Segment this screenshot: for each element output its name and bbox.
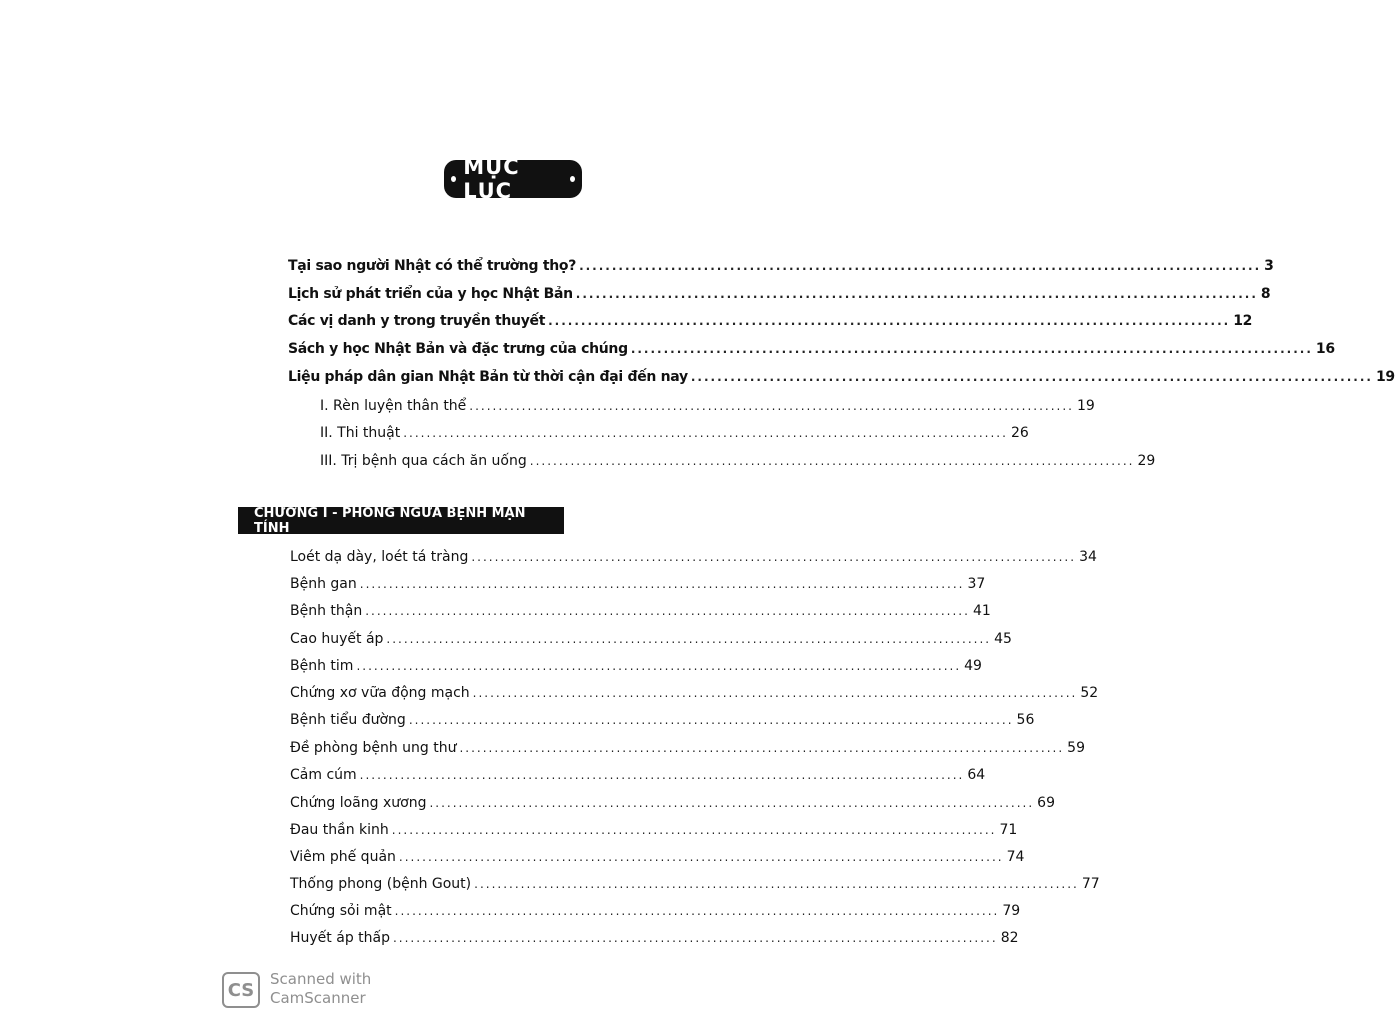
toc-entry-page: 64 <box>967 767 986 783</box>
dot-leader: ........................................................................................................ <box>392 931 998 945</box>
dot-leader: ........................................................................................................ <box>394 904 1000 918</box>
chapter-entry <box>290 930 1019 946</box>
chapter-entry <box>290 549 1097 565</box>
dot-leader: ........................................................................................................ <box>359 768 965 782</box>
toc-entry-page: 45 <box>994 631 1012 647</box>
toc-entry-page: 29 <box>1137 453 1156 469</box>
toc-entry-label: Loét dạ dày, loét tá tràng <box>290 549 469 565</box>
dot-leader: ........................................................................................................ <box>529 454 1135 468</box>
dot-leader: ........................................................................................................ <box>386 632 992 646</box>
dot-leader: ........................................................................................................ <box>472 686 1078 700</box>
dot-leader: ........................................................................................................ <box>365 604 970 618</box>
dot-leader: ........................................................................................................ <box>403 426 1008 440</box>
toc-entry <box>288 286 1271 302</box>
toc-entry-page: 49 <box>964 658 982 674</box>
toc-entry-page: 3 <box>1264 258 1274 274</box>
toc-entry <box>288 341 1335 357</box>
toc-title-badge <box>444 155 582 203</box>
bullet-dot-icon <box>570 176 575 182</box>
chapter-entry <box>290 631 1012 647</box>
bullet-dot-icon <box>451 176 456 182</box>
toc-title: MỤC LỤC <box>463 155 520 203</box>
camscanner-watermark <box>270 970 371 1008</box>
chapter-header: CHƯƠNG I - PHÒNG NGỪA BỆNH MẠN TÍNH <box>238 507 564 534</box>
toc-entry-page: 37 <box>967 576 986 592</box>
toc-entry <box>288 369 1395 385</box>
toc-subentry <box>320 453 1156 469</box>
chapter-entry <box>290 767 986 783</box>
dot-leader: ........................................................................................................ <box>459 741 1065 755</box>
toc-entry-label: Thống phong (bệnh Gout) <box>290 876 472 892</box>
chapter-entry <box>290 603 991 619</box>
chapter-entry <box>290 795 1055 811</box>
dot-leader: ........................................................................................................ <box>548 314 1231 328</box>
toc-entry-page: 19 <box>1375 369 1395 385</box>
chapter-entry <box>290 903 1021 919</box>
chapter-entry <box>290 712 1035 728</box>
dot-leader: ........................................................................................................ <box>429 796 1035 810</box>
dot-leader: ........................................................................................................ <box>575 287 1258 301</box>
toc-entry-label: Bệnh tiểu đường <box>290 712 406 728</box>
dot-leader: ........................................................................................................ <box>356 659 962 673</box>
chapter-entry <box>290 576 986 592</box>
chapter-entry <box>290 876 1100 892</box>
toc-entry-label: Liệu pháp dân gian Nhật Bản từ thời cận đại đến nay <box>288 369 688 385</box>
toc-entry-label: Cảm cúm <box>290 767 357 783</box>
dot-leader: ........................................................................................................ <box>398 850 1004 864</box>
toc-entry-page: 26 <box>1010 425 1029 441</box>
chapter-entry <box>290 740 1085 756</box>
toc-subentry <box>320 398 1095 414</box>
dot-leader: ........................................................................................................ <box>408 713 1014 727</box>
toc-entry-page: 77 <box>1081 876 1100 892</box>
toc-subentry <box>320 425 1029 441</box>
toc-entry-page: 8 <box>1260 286 1271 302</box>
toc-entry-page: 69 <box>1037 795 1055 811</box>
toc-entry-page: 16 <box>1315 341 1335 357</box>
toc-entry-label: Huyết áp thấp <box>290 930 390 946</box>
toc-entry-page: 82 <box>1000 930 1019 946</box>
chapter-entry <box>290 685 1099 701</box>
toc-entry-label: III. Trị bệnh qua cách ăn uống <box>320 453 527 469</box>
toc-entry-label: Viêm phế quản <box>290 849 396 865</box>
toc-entry-label: Đau thần kinh <box>290 822 389 838</box>
toc-entry-label: Sách y học Nhật Bản và đặc trưng của chúng <box>288 341 628 357</box>
toc-entry-label: Bệnh gan <box>290 576 357 592</box>
toc-entry-page: 71 <box>999 822 1018 838</box>
toc-entry-page: 34 <box>1079 549 1097 565</box>
toc-entry-label: Tại sao người Nhật có thể trường thọ? <box>288 258 577 274</box>
toc-entry-label: Bệnh thận <box>290 603 363 619</box>
chapter-entry <box>290 849 1025 865</box>
toc-entry-label: I. Rèn luyện thân thể <box>320 398 467 414</box>
toc-entry-page: 41 <box>972 603 991 619</box>
toc-entry-label: II. Thi thuật <box>320 425 401 441</box>
dot-leader: ........................................................................................................ <box>579 259 1262 273</box>
toc-entry <box>288 313 1253 329</box>
toc-entry-label: Chứng xơ vữa động mạch <box>290 685 470 701</box>
toc-entry-page: 19 <box>1077 398 1095 414</box>
toc-entry-label: Chứng loãng xương <box>290 795 427 811</box>
toc-entry-page: 59 <box>1067 740 1085 756</box>
chapter-entry <box>290 658 982 674</box>
dot-leader: ........................................................................................................ <box>690 370 1373 384</box>
toc-entry-label: Đề phòng bệnh ung thư <box>290 740 457 756</box>
toc-entry-page: 56 <box>1016 712 1035 728</box>
toc-entry-page: 74 <box>1006 849 1025 865</box>
toc-entry-page: 12 <box>1233 313 1253 329</box>
toc-entry-label: Cao huyết áp <box>290 631 384 647</box>
toc-entry-label: Chứng sỏi mật <box>290 903 392 919</box>
dot-leader: ........................................................................................................ <box>630 342 1313 356</box>
dot-leader: ........................................................................................................ <box>471 550 1077 564</box>
toc-entry-label: Lịch sử phát triển của y học Nhật Bản <box>288 286 573 302</box>
toc-entry-label: Bệnh tim <box>290 658 354 674</box>
toc-entry-label: Các vị danh y trong truyền thuyết <box>288 313 546 329</box>
toc-entry <box>288 258 1274 274</box>
toc-entry-page: 79 <box>1002 903 1021 919</box>
watermark-line-2: CamScanner <box>270 989 366 1007</box>
dot-leader: ........................................................................................................ <box>469 399 1074 413</box>
dot-leader: ........................................................................................................ <box>359 577 965 591</box>
toc-entry-page: 52 <box>1080 685 1099 701</box>
dot-leader: ........................................................................................................ <box>474 877 1079 891</box>
chapter-entry <box>290 822 1018 838</box>
camscanner-logo-icon: CS <box>222 972 260 1008</box>
watermark-line-1: Scanned with <box>270 970 372 988</box>
dot-leader: ........................................................................................................ <box>391 823 997 837</box>
